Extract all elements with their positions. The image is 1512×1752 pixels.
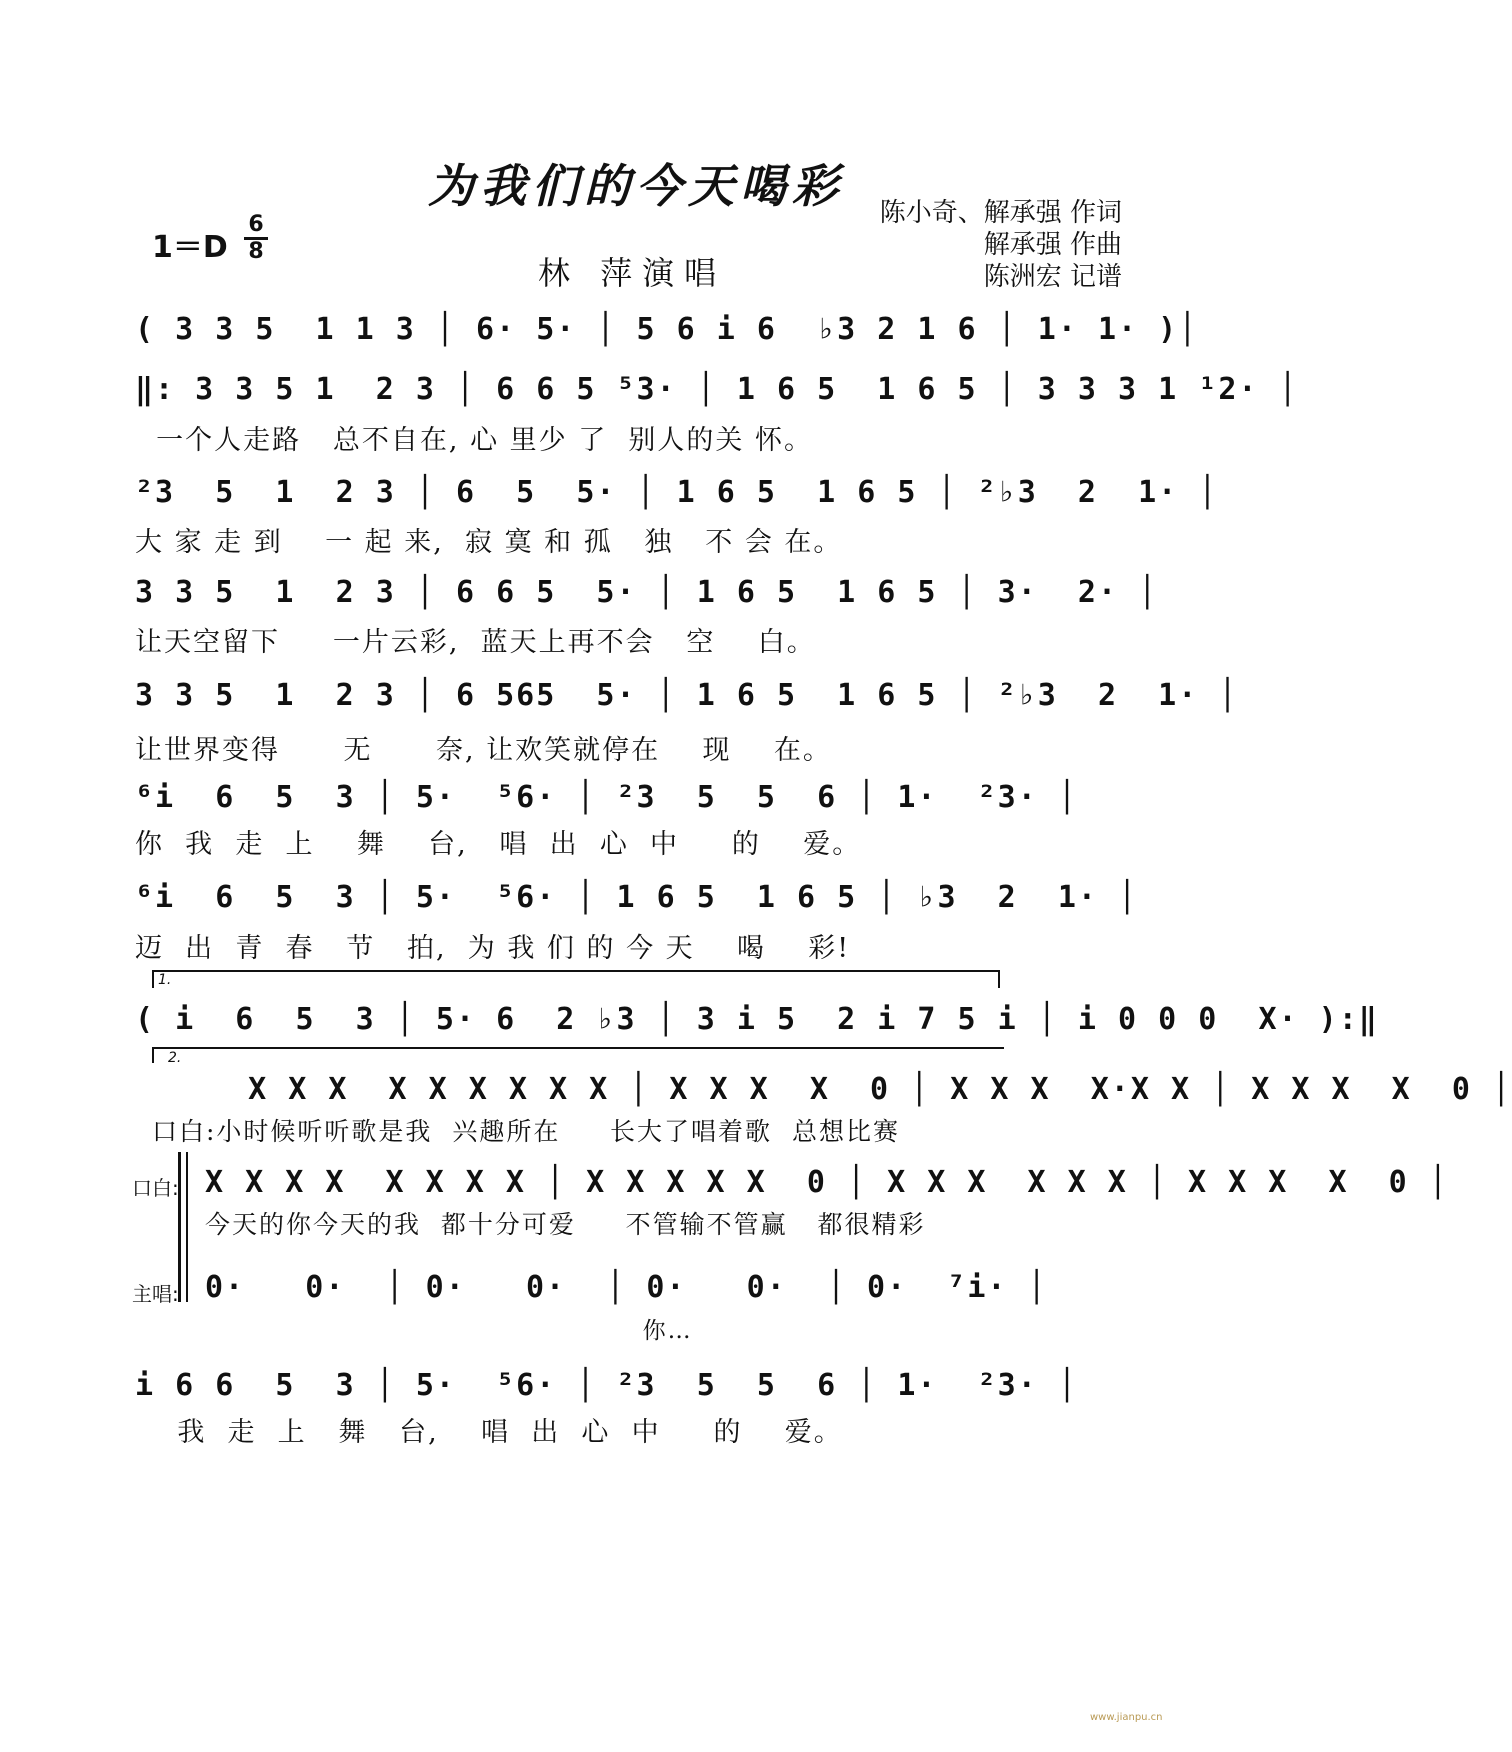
notation-line: ⁶i 6 5 3 │ 5· ⁵6· │ 1 6 5 1 6 5 │ ♭3 2 1· │: [135, 880, 1139, 915]
lyrics-line: 口白:小时候听听歌是我 兴趣所在 长大了唱着歌 总想比赛: [152, 1117, 900, 1146]
watermark: www.jianpu.cn: [1090, 1712, 1163, 1723]
notation-line: X X X X X X X X X │ X X X X 0 │ X X X X·X X │ X X X X 0 │: [208, 1072, 1512, 1107]
notation-line: 3 3 5 1 2 3 │ 6 565 5· │ 1 6 5 1 6 5 │ ²♭3 2 1· │: [135, 678, 1239, 713]
volta-label: 1.: [158, 972, 172, 988]
page-title: 为我们的今天喝彩: [428, 159, 844, 213]
notation-line: ( 3 3 5 1 1 3 │ 6· 5· │ 5 6 i 6 ♭3 2 1 6 │ 1· 1· )│: [135, 312, 1199, 347]
performer: 林 萍演唱: [538, 254, 727, 292]
volta-bracket: [152, 970, 1000, 972]
notation-line: ⁶i 6 5 3 │ 5· ⁵6· │ ²3 5 5 6 │ 1· ²3· │: [135, 780, 1078, 815]
time-signature: [242, 214, 270, 263]
volta-bracket: [152, 1047, 154, 1063]
lyrics-line: 一个人走路 总不自在, 心 里少 了 别人的关 怀。: [135, 425, 813, 456]
notation-line: ‖: 3 3 5 1 2 3 │ 6 6 5 ⁵3· │ 1 6 5 1 6 5 │ 3 3 3 1 ¹2· │: [135, 372, 1299, 407]
lyrics-line: 迈 出 青 春 节 拍, 为 我 们 的 今 天 喝 彩!: [135, 933, 851, 964]
time-sig-bottom: 8: [248, 239, 264, 264]
lyrics-line: 你…: [205, 1318, 693, 1344]
notation-line: ( i 6 5 3 │ 5· 6 2 ♭3 │ 3 i 5 2 i 7 5 i │ i 0 0 0 X· ):‖: [135, 1002, 1379, 1037]
lyrics-line: 我 走 上 舞 台, 唱 出 心 中 的 爱。: [135, 1417, 843, 1448]
volta-bracket: [152, 970, 154, 988]
notation-line: X X X X X X X X │ X X X X X 0 │ X X X X X X │ X X X X 0 │: [205, 1165, 1449, 1200]
volta-label: 2.: [168, 1050, 182, 1066]
system-brace: [186, 1152, 188, 1302]
credit-transcriber: 陈洲宏 记谱: [983, 262, 1122, 292]
volta-bracket: [152, 1047, 1004, 1049]
lyrics-line: 让世界变得 无 奈, 让欢笑就停在 现 在。: [135, 735, 832, 766]
time-sig-top: 6: [248, 212, 264, 237]
notation-line: 0· 0· │ 0· 0· │ 0· 0· │ 0· ⁷i· │: [205, 1270, 1048, 1305]
notation-line: 3 3 5 1 2 3 │ 6 6 5 5· │ 1 6 5 1 6 5 │ 3· 2· │: [135, 575, 1159, 610]
credit-composer: 解承强 作曲: [983, 230, 1122, 260]
key-signature: 1＝D: [152, 230, 228, 265]
lyrics-line: 今天的你今天的我 都十分可爱 不管输不管赢 都很精彩: [205, 1210, 926, 1239]
lyrics-line: 你 我 走 上 舞 台, 唱 出 心 中 的 爱。: [135, 829, 862, 860]
side-label-zhuchang: 主唱:: [132, 1282, 179, 1306]
side-label-koubai: 口白:: [132, 1176, 179, 1200]
notation-line: ²3 5 1 2 3 │ 6 5 5· │ 1 6 5 1 6 5 │ ²♭3 2 1· │: [135, 475, 1219, 510]
volta-bracket: [998, 970, 1000, 988]
notation-line: i 6 6 5 3 │ 5· ⁵6· │ ²3 5 5 6 │ 1· ²3· │: [135, 1368, 1078, 1403]
lyrics-line: 让天空留下 一片云彩, 蓝天上再不会 空 白。: [135, 627, 816, 658]
credit-lyricist: 陈小奇、解承强 作词: [879, 198, 1122, 228]
lyrics-line: 大 家 走 到 一 起 来, 寂 寞 和 孤 独 不 会 在。: [135, 527, 843, 558]
